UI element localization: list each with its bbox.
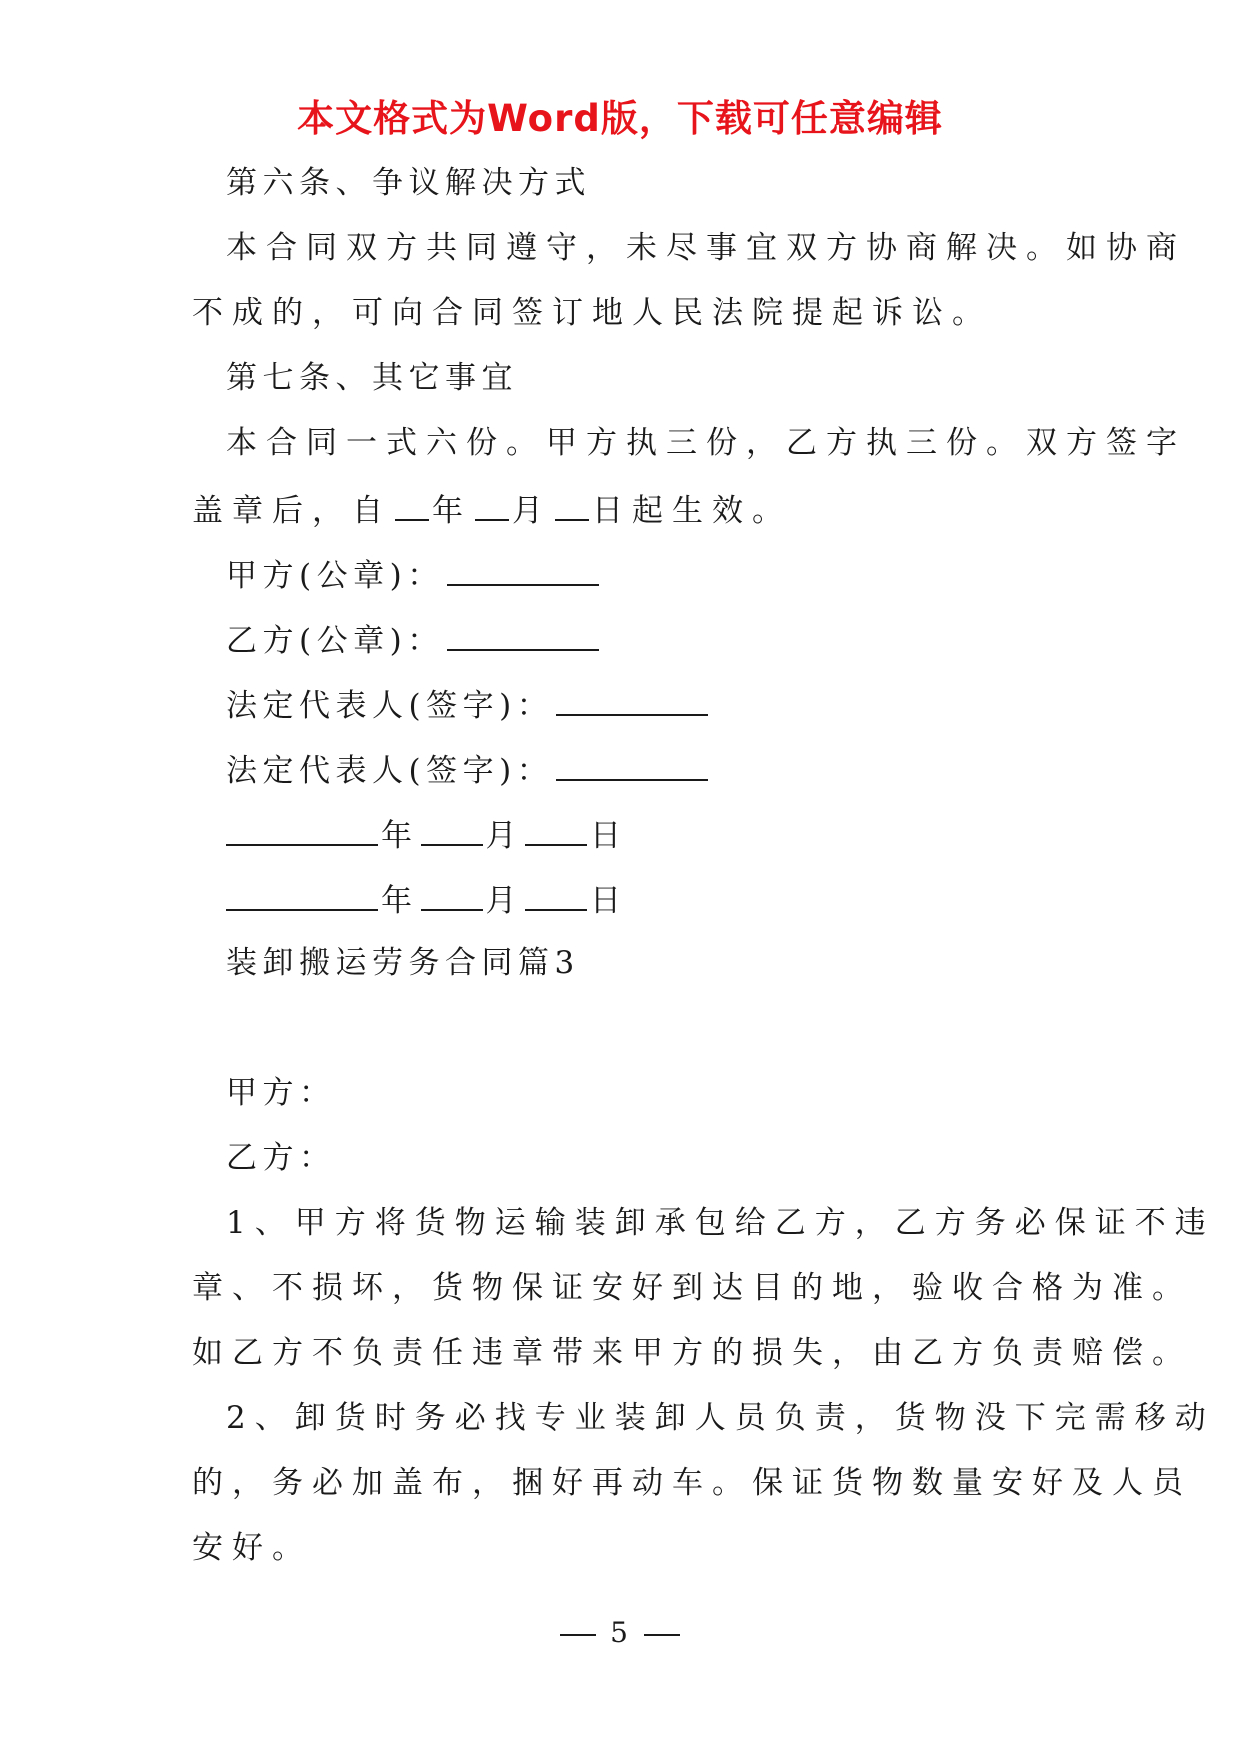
party-a-seal-row [226,558,602,592]
effective-suffix: 日起生效。 [592,493,792,529]
representative-sign-row-1 [226,688,711,722]
representative-sign-row-2 [226,753,711,787]
representative-sign-label-2: 法定代表人(签字)： [226,753,554,789]
representative-sign-blank-2[interactable] [556,753,708,781]
date-day-label-1: 日 [590,818,627,854]
representative-sign-blank-1[interactable] [556,688,708,716]
month-label: 月 [512,493,552,529]
party-b-seal-label: 乙方(公章)： [226,623,444,659]
date-month-blank-1[interactable] [421,818,483,846]
clause-1-line-1: 1、甲方将货物运输装卸承包给乙方，乙方务必保证不违 [226,1205,1215,1241]
party-b-seal-blank[interactable] [447,623,599,651]
party-b-seal-row [226,623,602,657]
footer-dash-right [644,1634,680,1636]
page-number: 5 [610,1616,630,1649]
article-6-paragraph-line-1: 本合同双方共同遵守，未尽事宜双方协商解决。如协商 [226,230,1186,266]
month-blank[interactable] [475,493,509,521]
day-blank[interactable] [555,493,589,521]
clause-1-line-3: 如乙方不负责任违章带来甲方的损失，由乙方负责赔偿。 [192,1335,1192,1371]
date-row-1 [226,818,627,852]
representative-sign-label-1: 法定代表人(签字)： [226,688,554,724]
effective-prefix: 盖章后，自 [192,493,392,529]
date-year-blank-2[interactable] [226,883,378,911]
date-month-label-2: 月 [485,883,522,919]
clause-1-line-2: 章、不损坏，货物保证安好到达目的地，验收合格为准。 [192,1270,1192,1306]
date-day-blank-1[interactable] [525,818,587,846]
date-year-blank-1[interactable] [226,818,378,846]
date-year-label-1: 年 [381,818,418,854]
date-day-label-2: 日 [590,883,627,919]
date-day-blank-2[interactable] [525,883,587,911]
party-a-seal-label: 甲方(公章)： [226,558,444,594]
article-7-title: 第七条、其它事宜 [226,360,518,396]
article-7-paragraph-line-1: 本合同一式六份。甲方执三份，乙方执三份。双方签字 [226,425,1186,461]
year-label: 年 [432,493,472,529]
section-3-title: 装卸搬运劳务合同篇3 [226,945,580,981]
date-month-blank-2[interactable] [421,883,483,911]
date-month-label-1: 月 [485,818,522,854]
party-a-seal-blank[interactable] [447,558,599,586]
page-footer [0,1616,1240,1649]
date-row-2 [226,883,627,917]
clause-2-line-1: 2、卸货时务必找专业装卸人员负责，货物没下完需移动 [226,1400,1215,1436]
format-notice: 本文格式为Word版，下载可任意编辑 [297,97,943,140]
article-7-paragraph-line-2 [192,493,792,527]
date-year-label-2: 年 [381,883,418,919]
clause-2-line-3: 安好。 [192,1530,312,1566]
party-b-label: 乙方： [226,1140,336,1176]
footer-dash-left [560,1634,596,1636]
party-a-label: 甲方： [226,1075,336,1111]
article-6-paragraph-line-2: 不成的，可向合同签订地人民法院提起诉讼。 [192,295,992,331]
clause-2-line-2: 的，务必加盖布，捆好再动车。保证货物数量安好及人员 [192,1465,1192,1501]
article-6-title: 第六条、争议解决方式 [226,165,591,201]
year-blank[interactable] [395,493,429,521]
